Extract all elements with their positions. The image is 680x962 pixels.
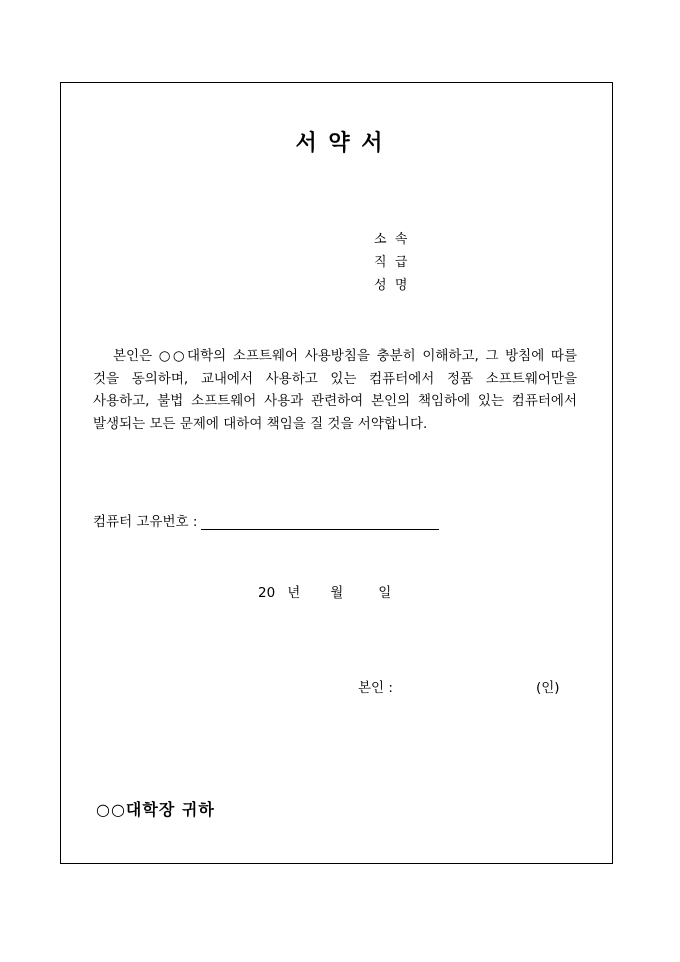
field-position: 직 급 (374, 255, 408, 270)
field-affiliation: 소 속 (374, 232, 408, 247)
serial-number-blank (201, 515, 439, 530)
date-year-label: 년 (287, 585, 301, 601)
date-row (258, 583, 391, 603)
date-prefix: 20 (258, 585, 276, 601)
signature-label: 본인 : (358, 680, 393, 696)
seal-label: (인) (536, 680, 560, 696)
addressee: ○○대학장 귀하 (96, 800, 215, 819)
applicant-fields (374, 228, 407, 297)
field-name: 성 명 (374, 278, 408, 293)
date-month-label: 월 (330, 585, 344, 601)
document-border (60, 82, 613, 864)
document-title: 서 약 서 (295, 130, 385, 156)
serial-number-row (93, 512, 439, 532)
pledge-body: 본인은 ○○대학의 소프트웨어 사용방침을 충분히 이해하고, 그 방침에 따를 것을 동의하며, 교내에서 사용하고 있는 컴퓨터에서 정품 소프트웨어만을 사용하고, 불법 소프트웨어 사용과 관련하여 본인의 책임하에 있는 컴퓨터에서 발생되는 모든 문제에 대하여 책임을 질 것을 서약합니다. (93, 348, 577, 432)
serial-number-label: 컴퓨터 고유번호 : (93, 514, 198, 530)
date-day-label: 일 (378, 585, 392, 601)
